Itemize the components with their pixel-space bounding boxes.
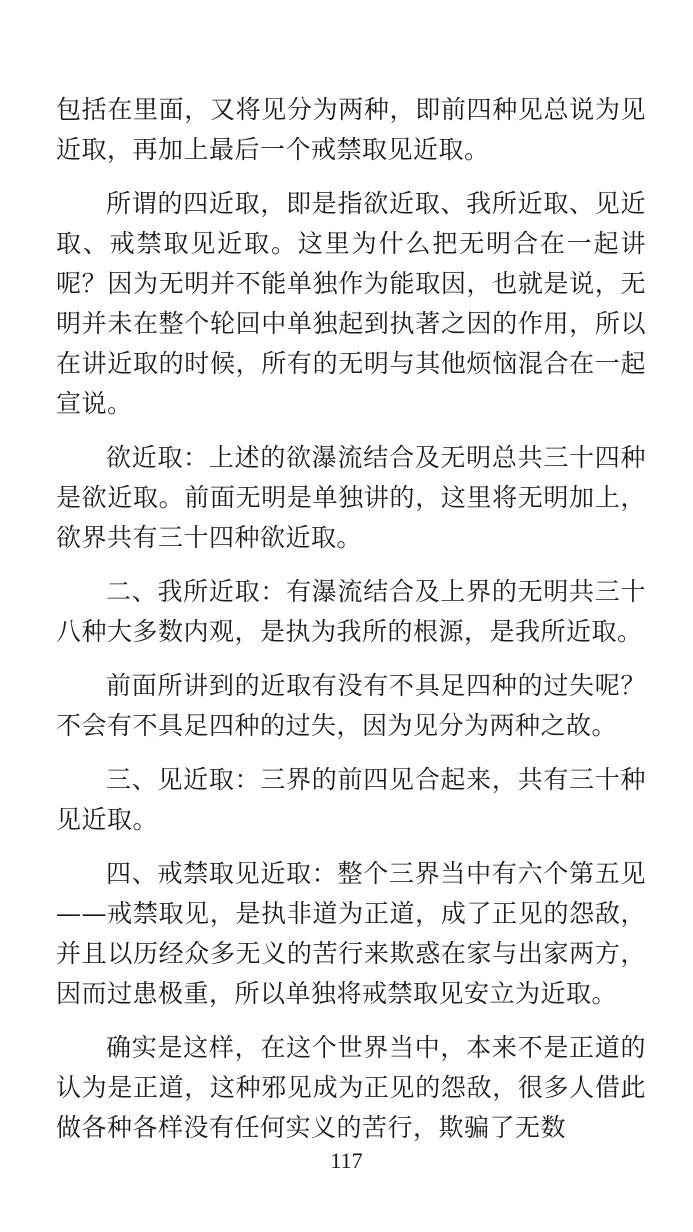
paragraph-3: 欲近取：上述的欲瀑流结合及无明总共三十四种是欲近取。前面无明是单独讲的，这里将无明加上，欲界共有三十四种欲近取。 [56, 443, 646, 552]
page-body [56, 90, 646, 1162]
paragraph-2: 所谓的四近取，即是指欲近取、我所近取、见近取、戒禁取见近取。这里为什么把无明合在一起讲呢？因为无明并不能单独作为能取因，也就是说，无明并未在整个轮回中单独起到执著之因的作用，所以在讲近取的时候，所有的无明与其他烦恼混合在一起宣说。 [56, 189, 646, 418]
paragraph-5: 前面所讲到的近取有没有不具足四种的过失呢？不会有不具足四种的过失，因为见分为两种之故。 [56, 671, 646, 740]
paragraph-4: 二、我所近取：有瀑流结合及上界的无明共三十八种大多数内观，是执为我所的根源，是我所近取。 [56, 577, 646, 646]
paragraph-8: 确实是这样，在这个世界当中，本来不是正道的认为是正道，这种邪见成为正见的怨敌，很多人借此做各种各样没有任何实义的苦行，欺骗了无数 [56, 1033, 646, 1142]
paragraph-6: 三、见近取：三界的前四见合起来，共有三十种见近取。 [56, 765, 646, 834]
paragraph-1: 包括在里面，又将见分为两种，即前四种见总说为见近取，再加上最后一个戒禁取见近取。 [56, 95, 646, 164]
paragraph-7: 四、戒禁取见近取：整个三界当中有六个第五见——戒禁取见，是执非道为正道，成了正见的怨敌，并且以历经众多无义的苦行来欺惑在家与出家两方，因而过患极重，所以单独将戒禁取见安立为近取。 [56, 859, 646, 1008]
page-number: 117 [330, 1148, 363, 1173]
